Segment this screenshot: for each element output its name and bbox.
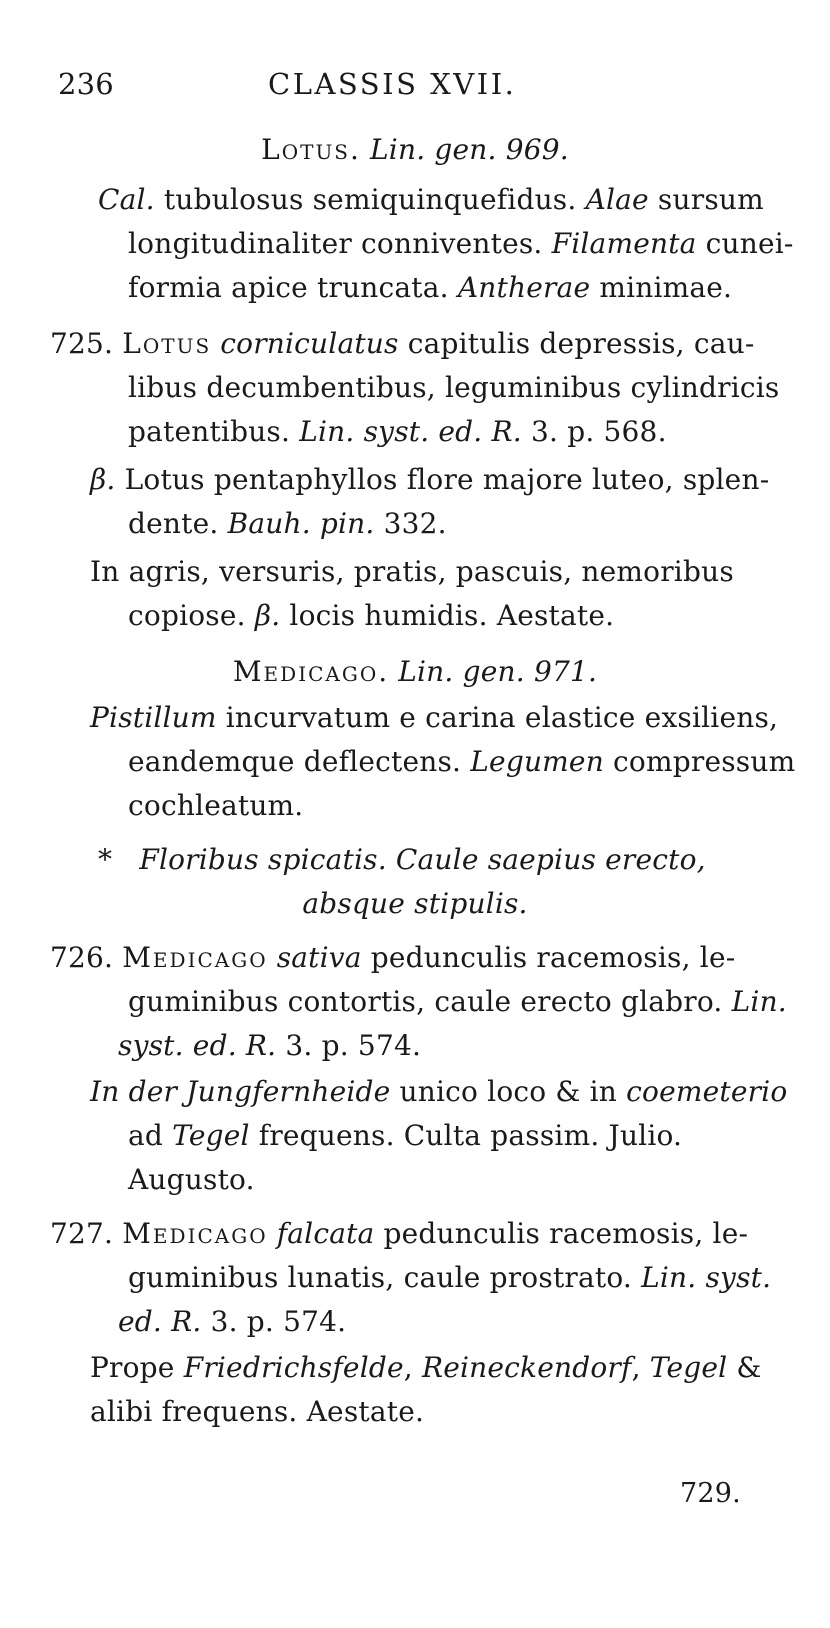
subsection-heading-line-2 [0,882,830,926]
genus-description-line [90,696,778,740]
reference: syst. ed. R. [118,1029,277,1062]
species-description-line [128,1256,771,1300]
subsection-text: absque stipulis. [302,887,528,920]
locality: coemeterio [626,1075,788,1108]
text: compressum [603,745,796,778]
reference: Lin. syst. ed. R. [299,415,522,448]
species-genus: Medicago [122,941,268,974]
habitat-line: alibi frequens. Aestate. [90,1395,425,1428]
genus-reference: Lin. gen. 971. [398,655,598,688]
genus-name: Medicago. [232,655,390,688]
species-number: 725. [50,327,114,360]
term: Antherae [457,271,591,304]
text: 3. p. 574. [201,1305,347,1338]
subsection-star: * [98,843,113,876]
text: pedunculis racemosis, le- [374,1217,749,1250]
term: Legumen [470,745,604,778]
reference: Bauh. pin. [227,507,375,540]
text: Lotus pentaphyllos flore majore luteo, splen- [124,463,770,496]
genus-heading-lotus [0,128,830,172]
species-entry-725 [50,322,755,366]
genus-description-line: cochleatum. [128,789,304,822]
species-description-line [118,1024,421,1068]
reference: Lin. [731,985,787,1018]
text: 332. [374,507,447,540]
habitat-line: In agris, versuris, pratis, pascuis, nemoribus [90,555,734,588]
reference: ed. R. [118,1305,202,1338]
text: dente. [128,507,228,540]
species-description-line [128,980,787,1024]
species-epithet: corniculatus [220,327,399,360]
text: minimae. [590,271,733,304]
text: locis humidis. Aestate. [280,599,615,632]
genus-heading-medicago [0,650,830,694]
species-description-line [128,410,667,454]
text: unico loco & in [390,1075,627,1108]
text: capitulis depressis, cau- [398,327,755,360]
term: Cal. [98,183,155,216]
variety-line [128,502,447,546]
species-genus: Medicago [122,1217,268,1250]
species-epithet: falcata [276,1217,375,1250]
species-entry-726 [50,936,735,980]
text: guminibus contortis, caule erecto glabro. [128,985,732,1018]
locality: Tegel [649,1351,728,1384]
genus-reference: Lin. gen. 969. [370,133,569,166]
genus-description-line [128,740,795,784]
locality: Reineckendorf [421,1351,632,1384]
locality: In der Jungfernheide [90,1075,391,1108]
term: Filamenta [551,227,697,260]
text: guminibus lunatis, caule prostrato. [128,1261,642,1294]
habitat-line [128,594,614,638]
text: formia apice truncata. [128,271,458,304]
species-description-line: libus decumbentibus, leguminibus cylindricis [128,371,780,404]
species-entry-727 [50,1212,748,1256]
term: Alae [585,183,649,216]
variety-mark: β. [254,599,281,632]
text: Prope [90,1351,184,1384]
text: patentibus. [128,415,300,448]
text: eandemque deflectens. [128,745,471,778]
page-number: 236 [58,67,114,101]
text: 3. p. 574. [276,1029,422,1062]
subsection-heading [98,838,706,882]
locality: Friedrichsfelde [183,1351,404,1384]
species-epithet: sativa [276,941,362,974]
text: pedunculis racemosis, le- [361,941,736,974]
variety-mark: β. [90,463,116,496]
species-number: 726. [50,941,114,974]
catchword: 729. [680,1478,741,1509]
species-number: 727. [50,1217,114,1250]
species-genus: Lotus [122,327,212,360]
habitat-line [90,1346,762,1390]
subsection-text: Floribus spicatis. Caule saepius erecto, [139,843,706,876]
genus-description-line [98,178,764,222]
locality: Tegel [172,1119,250,1152]
running-title: CLASSIS XVII. [268,67,517,101]
text: tubulosus semiquinquefidus. [154,183,586,216]
text: cunei- [696,227,794,260]
genus-description-line [128,222,794,266]
text: 3. p. 568. [521,415,667,448]
text: , [403,1351,422,1384]
text: , [631,1351,650,1384]
reference: Lin. syst. [641,1261,772,1294]
text: copiose. [128,599,255,632]
habitat-line [90,1070,787,1114]
habitat-line [128,1114,682,1158]
variety-line [90,458,769,502]
genus-description-line [128,266,732,310]
term: Pistillum [90,701,217,734]
habitat-line: Augusto. [128,1163,255,1196]
text: longitudinaliter conniventes. [128,227,552,260]
text: frequens. Culta passim. Julio. [249,1119,683,1152]
text: & [727,1351,762,1384]
text: incurvatum e carina elastice exsiliens, [216,701,779,734]
text: sursum [648,183,764,216]
text: ad [128,1119,173,1152]
species-description-line [118,1300,346,1344]
genus-name: Lotus. [261,133,361,166]
